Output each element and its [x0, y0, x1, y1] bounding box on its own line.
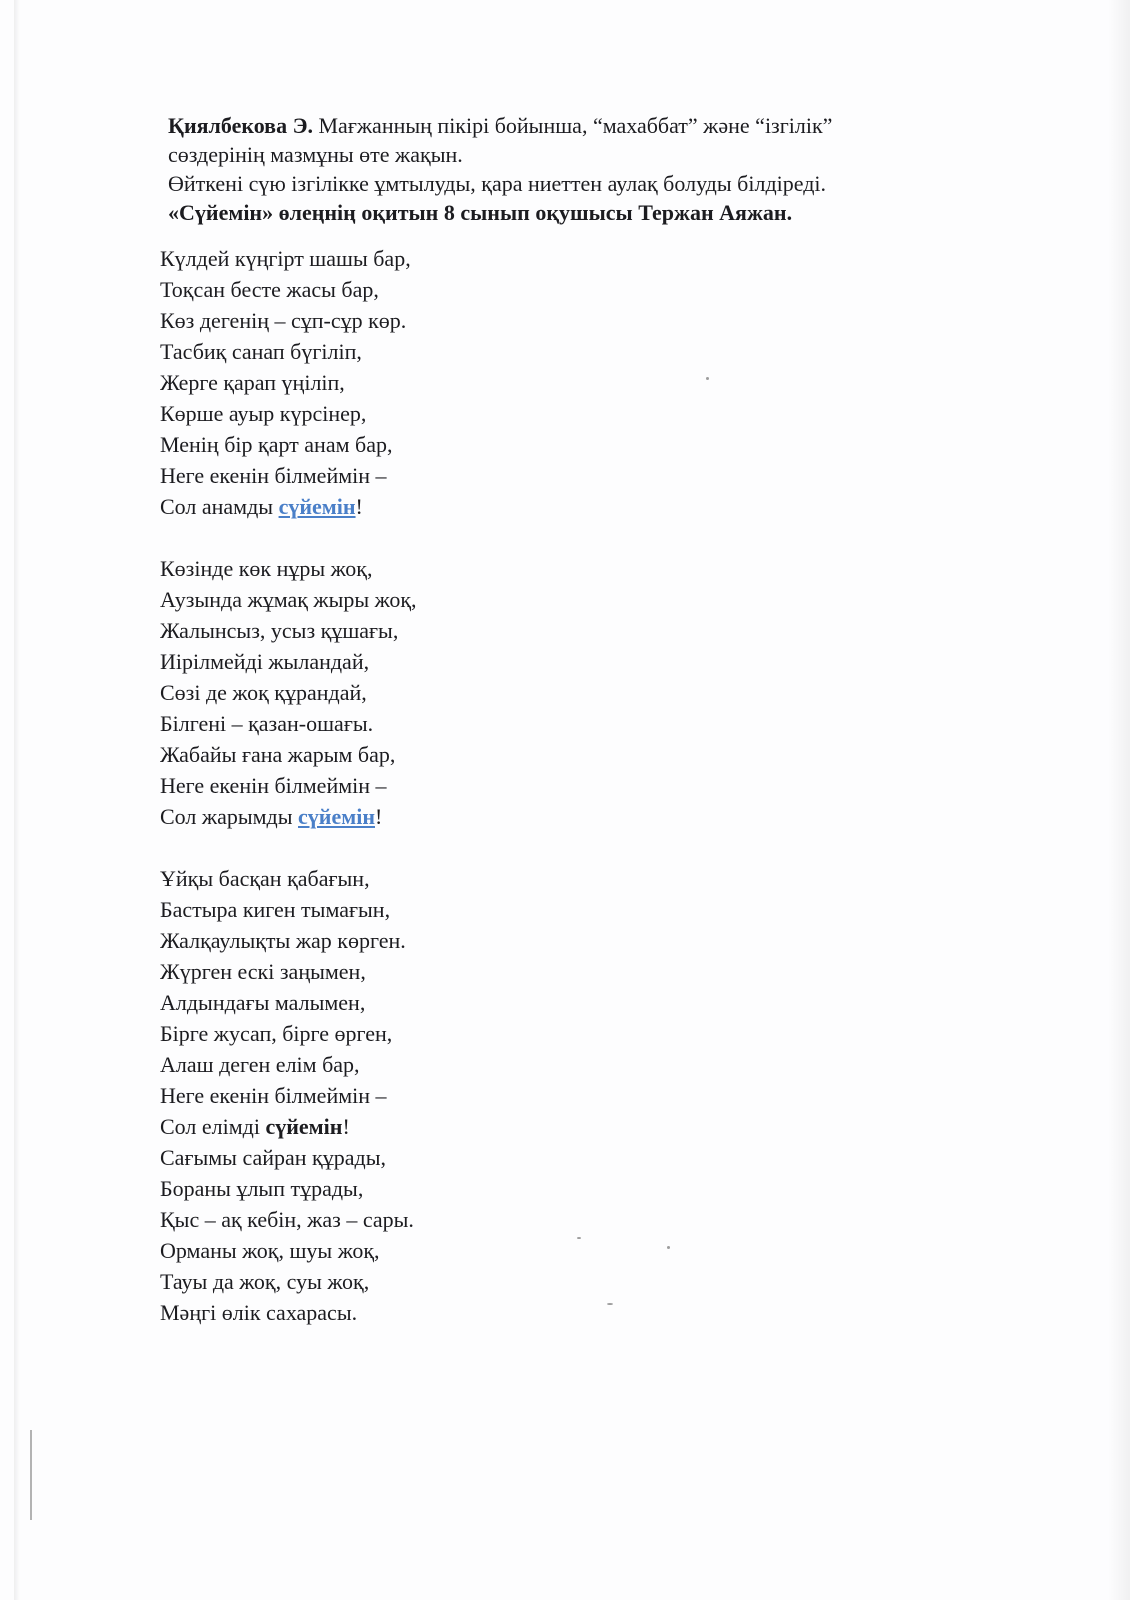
intro-line-1	[168, 111, 1028, 140]
poem-line: Иірілмейді жыландай,	[160, 649, 370, 674]
poem-line: Қыс – ақ кебін, жаз – сары.	[160, 1207, 414, 1232]
refrain-punct: !	[375, 804, 383, 829]
poem-line: Тасбиқ санап бүгіліп,	[160, 339, 362, 364]
poem-line: Алаш деген елім бар,	[160, 1052, 360, 1077]
intro-line-2: сөздерінің мазмұны өте жақын.	[168, 142, 463, 167]
scan-mark	[30, 1430, 32, 1520]
poem-line: Білгені – қазан-ошағы.	[160, 711, 374, 736]
refrain-text: Сол жарымды	[160, 804, 299, 829]
poem-line: Жалқаулықты жар көрген.	[160, 928, 406, 953]
poem-line: Жабайы ғана жарым бар,	[160, 742, 396, 767]
suyemin-link[interactable]: сүйемін	[298, 804, 375, 829]
scan-edge-right	[1108, 0, 1130, 1600]
poem-line: Алдындағы малымен,	[160, 990, 366, 1015]
author-name: Қиялбекова Э.	[168, 113, 313, 138]
poem	[160, 243, 860, 1328]
poem-refrain-line	[160, 801, 860, 832]
poem-line: Тоқсан бесте жасы бар,	[160, 277, 379, 302]
poem-line: Сағымы сайран құрады,	[160, 1145, 386, 1170]
poem-line: Жүрген ескі заңымен,	[160, 959, 366, 984]
poem-line: Неге екенін білмеймін –	[160, 773, 387, 798]
poem-line: Сөзі де жоқ құрандай,	[160, 680, 367, 705]
refrain-punct: !	[342, 1114, 350, 1139]
poem-line: Неге екенін білмеймін –	[160, 463, 387, 488]
poem-line: Менің бір қарт анам бар,	[160, 432, 393, 457]
poem-line: Мәңгі өлік сахарасы.	[160, 1300, 358, 1325]
poem-line: Көз дегенің – сұп-сұр көр.	[160, 308, 407, 333]
poem-line: Аузында жұмақ жыры жоқ,	[160, 587, 417, 612]
poem-refrain-line	[160, 1111, 860, 1142]
refrain-punct: !	[355, 494, 363, 519]
suyemin-link[interactable]: сүйемін	[278, 494, 356, 519]
scan-edge-left	[14, 0, 20, 1600]
intro-block	[168, 111, 1028, 227]
poem-line: Бастыра киген тымағын,	[160, 897, 391, 922]
refrain-text: Сол анамды	[160, 494, 279, 519]
poem-line: Көзінде көк нұры жоқ,	[160, 556, 373, 581]
poem-refrain-line	[160, 491, 860, 522]
poem-line: Жалынсыз, усыз құшағы,	[160, 618, 399, 643]
poem-line: Бораны ұлып тұрады,	[160, 1176, 364, 1201]
intro-line-1-text: Мағжанның пікірі бойынша, “махаббат” және “ізгілік”	[313, 113, 833, 138]
poem-line: Көрше ауыр күрсінер,	[160, 401, 367, 426]
intro-line-3: Өйткені сүю ізгілікке ұмтылуды, қара ниеттен аулақ болуды білдіреді.	[168, 171, 827, 196]
suyemin-bold: сүйемін	[265, 1114, 343, 1139]
poem-line: Ұйқы басқан қабағын,	[160, 866, 370, 891]
poem-line: Орманы жоқ, шуы жоқ,	[160, 1238, 380, 1263]
poem-line: Жерге қарап үңіліп,	[160, 370, 345, 395]
stanza-1	[160, 243, 860, 522]
poem-line: Бірге жусап, бірге өрген,	[160, 1021, 393, 1046]
poem-line: Неге екенін білмеймін –	[160, 1083, 387, 1108]
poem-line: Тауы да жоқ, суы жоқ,	[160, 1269, 370, 1294]
stanza-2	[160, 553, 860, 832]
poem-line: Күлдей күңгірт шашы бар,	[160, 246, 411, 271]
refrain-text: Сол елімді	[160, 1114, 266, 1139]
poem-heading: «Сүйемін» өлеңнің оқитын 8 сынып оқушысы Тержан Аяжан.	[168, 200, 793, 225]
stanza-3	[160, 863, 860, 1328]
